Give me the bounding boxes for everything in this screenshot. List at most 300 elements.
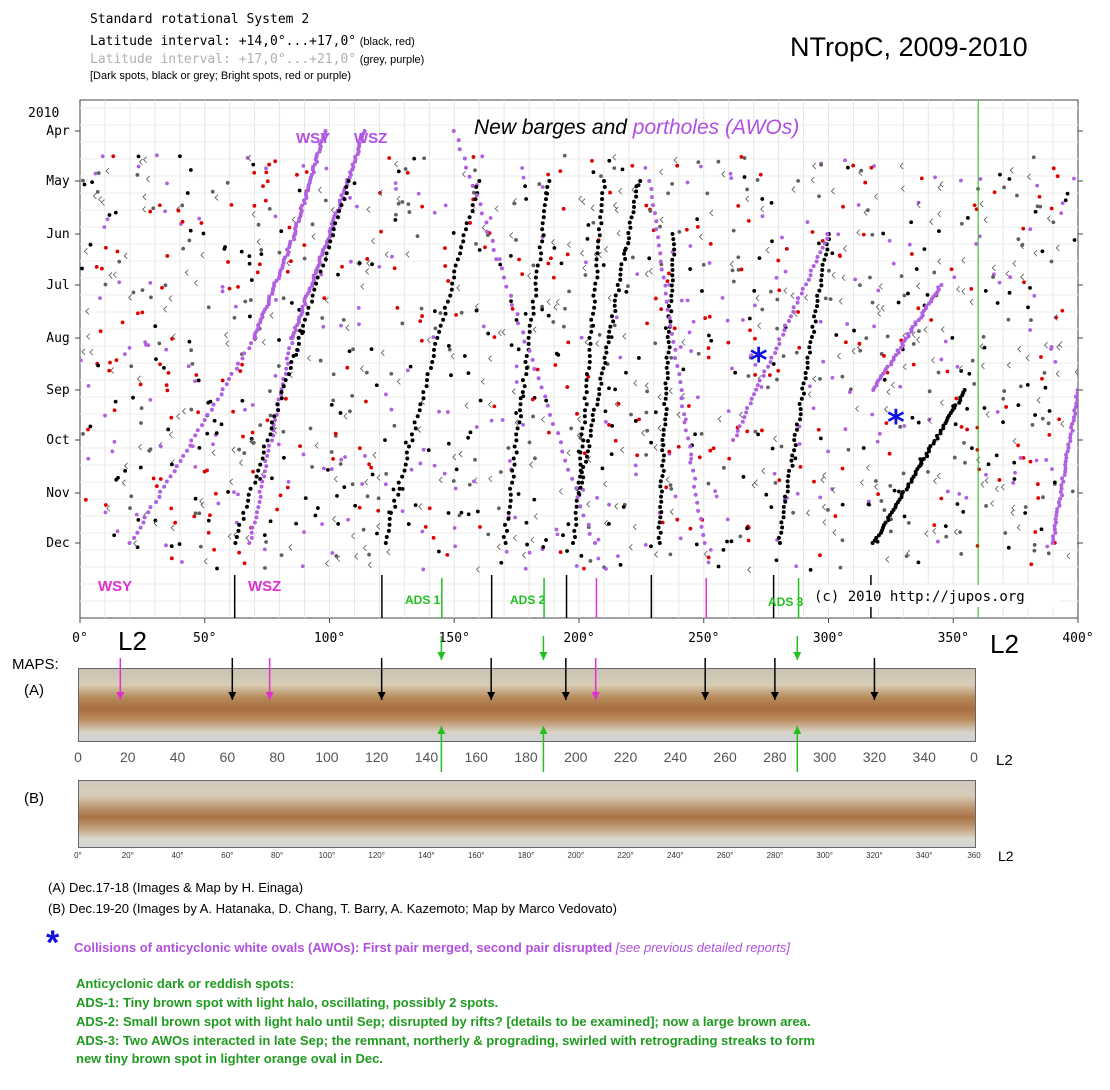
obs-point (559, 550, 563, 554)
y-tick-label: Apr (46, 124, 70, 139)
track-point (524, 372, 528, 376)
track-point (572, 529, 576, 533)
obs-point (199, 545, 203, 549)
obs-point (647, 256, 651, 260)
track-point (662, 428, 666, 432)
obs-point (251, 470, 255, 474)
obs-point (266, 179, 270, 183)
track-point (534, 276, 538, 280)
obs-point (1008, 291, 1012, 295)
track-point (430, 360, 434, 364)
obs-point (667, 450, 671, 454)
obs-point (932, 523, 936, 527)
obs-point (838, 253, 842, 257)
track-point (1054, 514, 1058, 518)
obs-point (508, 459, 512, 463)
obs-point (349, 260, 353, 264)
obs-point (178, 154, 182, 158)
obs-point (520, 272, 524, 276)
y-tick-label: May (46, 174, 70, 189)
x-tick-label: 300° (812, 631, 845, 646)
obs-point (933, 175, 937, 179)
map-b-strip (78, 780, 976, 848)
obs-point (630, 164, 634, 168)
obs-point (1007, 318, 1011, 322)
obs-point (189, 168, 193, 172)
track-point (284, 367, 288, 371)
obs-point (686, 298, 690, 302)
track-point (680, 404, 684, 408)
track-point (387, 523, 391, 527)
obs-point (582, 567, 586, 571)
track-point (614, 293, 618, 297)
obs-point (727, 409, 731, 413)
obs-point (675, 164, 679, 168)
obs-point (626, 284, 630, 288)
obs-point (777, 478, 781, 482)
obs-point (745, 429, 749, 433)
obs-point (360, 482, 364, 486)
obs-point (339, 458, 343, 462)
obs-point (394, 213, 398, 217)
obs-point (902, 294, 906, 298)
obs-point (700, 432, 704, 436)
obs-point (1064, 198, 1068, 202)
obs-point (383, 438, 387, 442)
obs-point (669, 483, 673, 487)
obs-point (616, 554, 620, 558)
track-point (670, 273, 674, 277)
track-point (682, 412, 686, 416)
map-b-tick-label: 340° (915, 851, 933, 860)
track-point (795, 423, 799, 427)
map-b-tick-label: 20° (121, 851, 134, 860)
track-point (591, 312, 595, 316)
track-point (1072, 408, 1076, 412)
obs-point (1050, 207, 1054, 211)
obs-point (475, 425, 479, 429)
track-point (443, 306, 447, 310)
obs-point (631, 256, 635, 260)
obs-point (211, 190, 215, 194)
obs-point (240, 250, 244, 254)
obs-point (336, 273, 340, 277)
obs-point (912, 363, 916, 367)
track-point (270, 426, 274, 430)
obs-point (414, 503, 418, 507)
obs-point (817, 428, 821, 432)
track-point (314, 282, 318, 286)
obs-point (412, 157, 416, 161)
track-point (284, 378, 288, 382)
obs-point (240, 363, 244, 367)
map-b-tick-label: 180° (517, 851, 535, 860)
track-point (899, 346, 903, 350)
track-point (657, 243, 661, 247)
obs-point (266, 418, 270, 422)
obs-point (699, 165, 703, 169)
label-wsy-top: WSY (296, 130, 331, 147)
obs-point (770, 239, 774, 243)
track-point (585, 378, 589, 382)
obs-point (197, 446, 201, 450)
obs-point (566, 340, 570, 344)
obs-point (453, 544, 457, 548)
track-point (551, 422, 555, 426)
obs-point (324, 199, 328, 203)
track-point (616, 283, 620, 287)
track-point (517, 420, 521, 424)
obs-point (233, 316, 237, 320)
obs-point (566, 522, 570, 526)
track-point (439, 324, 443, 328)
obs-point (962, 441, 966, 445)
obs-point (670, 182, 674, 186)
obs-point (629, 413, 633, 417)
obs-point (721, 296, 725, 300)
track-point (253, 481, 257, 485)
track-point (800, 387, 804, 391)
obs-point (375, 532, 379, 536)
obs-point (499, 561, 503, 565)
obs-point (580, 336, 584, 340)
obs-point (472, 155, 476, 159)
obs-point (248, 315, 252, 319)
track-point (807, 345, 811, 349)
obs-point (157, 342, 161, 346)
obs-point (433, 326, 437, 330)
track-point (800, 397, 804, 401)
track-point (514, 438, 518, 442)
track-point (405, 451, 409, 455)
track-point (258, 463, 262, 467)
obs-point (1036, 496, 1040, 500)
obs-point (84, 498, 88, 502)
obs-point (858, 349, 862, 353)
obs-point (745, 188, 749, 192)
obs-point (160, 286, 164, 290)
obs-point (153, 324, 157, 328)
obs-point (342, 485, 346, 489)
obs-point (1041, 495, 1045, 499)
obs-point (101, 154, 105, 158)
track-point (678, 380, 682, 384)
track-point (671, 278, 675, 282)
obs-point (870, 233, 874, 237)
obs-point (712, 446, 716, 450)
track-point (589, 429, 593, 433)
obs-point (95, 265, 99, 269)
track-point (666, 335, 670, 339)
track-point (262, 444, 266, 448)
track-point (799, 407, 803, 411)
track-point (345, 191, 349, 195)
track-point (250, 536, 254, 540)
obs-point (165, 254, 169, 258)
track-point (236, 362, 240, 366)
obs-point (367, 553, 371, 557)
track-point (1068, 439, 1072, 443)
track-point (1069, 425, 1073, 429)
track-point (1069, 432, 1073, 436)
map-a-tick-label: 0 (74, 749, 82, 765)
track-point (578, 451, 582, 455)
track-point (671, 340, 675, 344)
obs-point (841, 205, 845, 209)
track-point (425, 378, 429, 382)
obs-point (897, 301, 901, 305)
obs-point (851, 164, 855, 168)
track-point (306, 306, 310, 310)
obs-point (155, 153, 159, 157)
obs-point (298, 189, 302, 193)
track-point (287, 346, 291, 350)
obs-point (497, 506, 501, 510)
obs-point (707, 334, 711, 338)
obs-point (274, 374, 278, 378)
track-point (534, 282, 538, 286)
obs-point (996, 301, 1000, 305)
obs-point (197, 217, 201, 221)
track-point (587, 348, 591, 352)
obs-point (89, 243, 93, 247)
obs-point (115, 358, 119, 362)
obs-point (346, 518, 350, 522)
obs-point (1026, 383, 1030, 387)
obs-point (773, 472, 777, 476)
track-point (270, 439, 274, 443)
obs-point (137, 165, 141, 169)
track-point (538, 245, 542, 249)
obs-point (339, 411, 343, 415)
obs-point (561, 533, 565, 537)
obs-point (279, 229, 283, 233)
track-point (677, 372, 681, 376)
track-point (825, 232, 829, 236)
track-point (667, 340, 671, 344)
track-point (783, 500, 787, 504)
obs-point (995, 453, 999, 457)
track-point (660, 474, 664, 478)
track-point (1051, 538, 1055, 542)
obs-point (274, 298, 278, 302)
obs-point (169, 506, 173, 510)
obs-point (1007, 546, 1011, 550)
track-point (465, 221, 469, 225)
track-point (1054, 517, 1058, 521)
track-point (508, 487, 512, 491)
map-a-tick-label: 220 (613, 749, 638, 765)
obs-point (644, 543, 648, 547)
obs-point (730, 539, 734, 543)
obs-point (302, 453, 306, 457)
obs-point (241, 435, 245, 439)
obs-point (821, 360, 825, 364)
track-point (774, 346, 778, 350)
obs-point (404, 167, 408, 171)
track-point (583, 420, 587, 424)
obs-point (420, 205, 424, 209)
obs-point (836, 232, 840, 236)
obs-point (468, 221, 472, 225)
obs-point (826, 508, 830, 512)
map-b-axis-label: L2 (998, 848, 1014, 864)
track-point (230, 372, 234, 376)
track-point (250, 526, 254, 530)
obs-point (116, 529, 120, 533)
track-point (699, 517, 703, 521)
obs-point (1013, 471, 1017, 475)
track-point (667, 304, 671, 308)
obs-point (269, 519, 273, 523)
obs-point (674, 494, 678, 498)
obs-point (793, 456, 797, 460)
track-point (1066, 442, 1070, 446)
obs-point (209, 400, 213, 404)
track-point (1060, 476, 1064, 480)
obs-point (649, 441, 653, 445)
track-point (258, 500, 262, 504)
obs-point (736, 204, 740, 208)
obs-point (151, 206, 155, 210)
track-point (311, 294, 315, 298)
track-point (742, 415, 746, 419)
track-point (796, 296, 800, 300)
track-point (1067, 446, 1071, 450)
obs-point (872, 324, 876, 328)
obs-point (458, 513, 462, 517)
obs-point (775, 298, 779, 302)
obs-point (769, 290, 773, 294)
track-point (508, 505, 512, 509)
track-point (432, 354, 436, 358)
obs-point (163, 209, 167, 213)
obs-point (1040, 527, 1044, 531)
obs-point (888, 239, 892, 243)
obs-point (618, 356, 622, 360)
track-point (510, 303, 514, 307)
track-point (611, 319, 615, 323)
track-point (670, 263, 674, 267)
track-point (387, 529, 391, 533)
obs-point (541, 545, 545, 549)
obs-point (747, 219, 751, 223)
track-point (589, 434, 593, 438)
track-point (200, 423, 204, 427)
obs-point (732, 229, 736, 233)
track-point (540, 227, 544, 231)
track-point (600, 371, 604, 375)
track-point (822, 258, 826, 262)
obs-point (416, 234, 420, 238)
track-point (1057, 500, 1061, 504)
track-point (297, 342, 301, 346)
obs-point (621, 167, 625, 171)
obs-point (427, 448, 431, 452)
track-point (660, 464, 664, 468)
obs-point (228, 287, 232, 291)
obs-point (351, 347, 355, 351)
obs-point (294, 522, 298, 526)
track-point (303, 318, 307, 322)
obs-point (377, 496, 381, 500)
obs-point (1047, 433, 1051, 437)
obs-point (417, 192, 421, 196)
obs-point (463, 354, 467, 358)
obs-point (578, 436, 582, 440)
obs-point (876, 440, 880, 444)
track-point (512, 475, 516, 479)
obs-point (613, 323, 617, 327)
track-point (343, 197, 347, 201)
obs-point (170, 544, 174, 548)
obs-point (290, 301, 294, 305)
track-point (433, 342, 437, 346)
track-point (628, 226, 632, 230)
track-point (600, 197, 604, 201)
obs-point (203, 470, 207, 474)
track-point (585, 402, 589, 406)
track-point (804, 371, 808, 375)
track-point (693, 477, 697, 481)
obs-point (760, 429, 764, 433)
obs-point (282, 296, 286, 300)
obs-point (926, 293, 930, 297)
obs-point (819, 163, 823, 167)
obs-point (984, 504, 988, 508)
obs-point (733, 371, 737, 375)
obs-point (845, 322, 849, 326)
track-point (812, 314, 816, 318)
track-point (259, 495, 263, 499)
track-point (806, 366, 810, 370)
obs-point (370, 347, 374, 351)
obs-point (320, 316, 324, 320)
obs-point (250, 278, 254, 282)
track-point (692, 485, 696, 489)
obs-point (659, 307, 663, 311)
obs-point (334, 432, 338, 436)
obs-point (967, 372, 971, 376)
track-point (148, 505, 152, 509)
obs-point (565, 549, 569, 553)
track-point (871, 541, 875, 545)
obs-point (267, 163, 271, 167)
track-point (756, 383, 760, 387)
obs-point (369, 466, 373, 470)
obs-point (136, 311, 140, 315)
obs-point (635, 272, 639, 276)
obs-point (599, 174, 603, 178)
obs-point (1040, 249, 1044, 253)
track-point (531, 306, 535, 310)
obs-point (447, 344, 451, 348)
obs-point (408, 210, 412, 214)
obs-point (480, 154, 484, 158)
map-a-tick-label: 200 (564, 749, 588, 765)
obs-point (181, 220, 185, 224)
obs-point (229, 203, 233, 207)
obs-point (785, 247, 789, 251)
obs-point (510, 343, 514, 347)
obs-point (567, 289, 571, 293)
obs-point (607, 522, 611, 526)
obs-point (871, 301, 875, 305)
track-point (584, 384, 588, 388)
track-point (141, 521, 145, 525)
obs-point (944, 340, 948, 344)
track-point (658, 515, 662, 519)
